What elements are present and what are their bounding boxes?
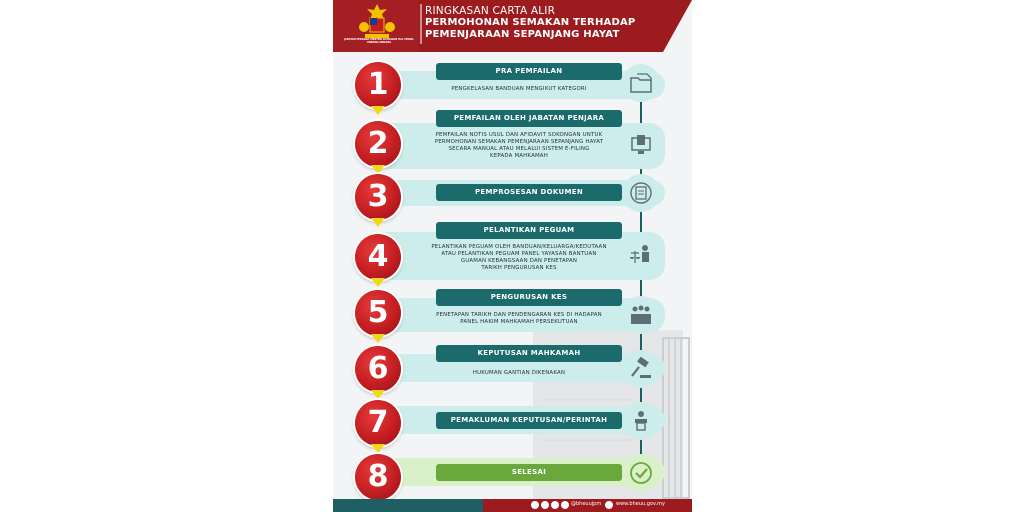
step-title: PRA PEMFAILAN (436, 63, 622, 80)
step-description-line: PERMOHONAN SEMAKAN PEMENJARAAN SEPANJANG HAYAT (434, 139, 604, 145)
step-description-line: GUAMAN KEBANGSAAN DAN PENETAPAN (460, 258, 578, 264)
header-title-line1: PERMOHONAN SEMAKAN TERHADAP (425, 17, 636, 28)
lawyer-scales-icon (622, 236, 660, 274)
checkmark-icon (622, 454, 660, 492)
social-icons (531, 501, 569, 509)
step-title: PEMAKLUMAN KEPUTUSAN/PERINTAH (436, 412, 622, 429)
step-description (401, 132, 637, 160)
gavel-icon (622, 350, 660, 388)
judge-panel-icon (622, 296, 660, 334)
document-process-icon (622, 174, 660, 212)
step-number-badge: 8 (355, 454, 401, 500)
down-arrow-icon (371, 444, 385, 453)
step-description-line: ATAU PELANTIKAN PEGUAM PANEL YAYASAN BANTUAN (441, 251, 597, 257)
down-arrow-icon (371, 106, 385, 115)
step-title: PELANTIKAN PEGUAM (436, 222, 622, 239)
announcement-podium-icon (622, 402, 660, 440)
malaysia-crest-logo (357, 3, 397, 41)
facebook-icon[interactable] (531, 501, 539, 509)
step-number-badge: 4 (355, 234, 401, 280)
instagram-icon[interactable] (551, 501, 559, 509)
step-title: PEMFAILAN OLEH JABATAN PENJARA (436, 110, 622, 127)
step-description-line: TARIKH PENGURUSAN KES (481, 265, 557, 271)
step-description-line: KEPADA MAHKAMAH (490, 153, 548, 159)
step-number-badge: 1 (355, 62, 401, 108)
infographic-poster (333, 0, 692, 512)
down-arrow-icon (371, 334, 385, 343)
header-title-line2: PEMENJARAAN SEPANJANG HAYAT (425, 29, 620, 40)
step-description: HUKUMAN GANTIAN DIKENAKAN (472, 370, 566, 376)
step-number-badge: 5 (355, 290, 401, 336)
step-description-line: PANEL HAKIM MAHKAMAH PERSEKUTUAN (460, 319, 578, 325)
step-description (401, 312, 637, 326)
down-arrow-icon (371, 278, 385, 287)
step-title: SELESAI (436, 464, 622, 481)
step-description (401, 244, 637, 272)
tiktok-icon[interactable] (561, 501, 569, 509)
step-number-badge: 6 (355, 346, 401, 392)
down-arrow-icon (371, 165, 385, 174)
step-title: PENGURUSAN KES (436, 289, 622, 306)
step-description-line: SECARA MANUAL ATAU MELALUI SISTEM E-FILING (448, 146, 590, 152)
twitter-icon[interactable] (541, 501, 549, 509)
step-number-badge: 7 (355, 400, 401, 446)
step-description-line: PELANTIKAN PEGUAM OLEH BANDUAN/KELUARGA/KEDUTAAN (431, 244, 607, 250)
step-title: KEPUTUSAN MAHKAMAH (436, 345, 622, 362)
step-description-line: PENETAPAN TARIKH DAN PENDENGARAN KES DI HADAPAN (436, 312, 602, 318)
down-arrow-icon (371, 390, 385, 399)
globe-icon (605, 501, 613, 509)
website-link[interactable]: www.bheuu.gov.my (616, 501, 665, 507)
computer-document-icon (622, 126, 660, 164)
step-description-line: PEMFAILAN NOTIS USUL DAN AFIDAVIT SOKONGAN UNTUK (435, 132, 603, 138)
social-handle[interactable]: @bheuujpm (571, 501, 602, 507)
header-subtitle: RINGKASAN CARTA ALIR (425, 5, 556, 17)
step-description: PENGKELASAN BANDUAN MENGIKUT KATEGORI (451, 86, 587, 92)
footer-accent (333, 499, 483, 512)
agency-name: JABATAN PERDANA MENTERI BAHAGIAN HAL EHWAL UNDANG-UNDANG (344, 38, 414, 44)
step-number-badge: 3 (355, 174, 401, 220)
down-arrow-icon (371, 218, 385, 227)
step-number-badge: 2 (355, 121, 401, 167)
step-title: PEMPROSESAN DOKUMEN (436, 184, 622, 201)
folder-icon (622, 64, 660, 102)
